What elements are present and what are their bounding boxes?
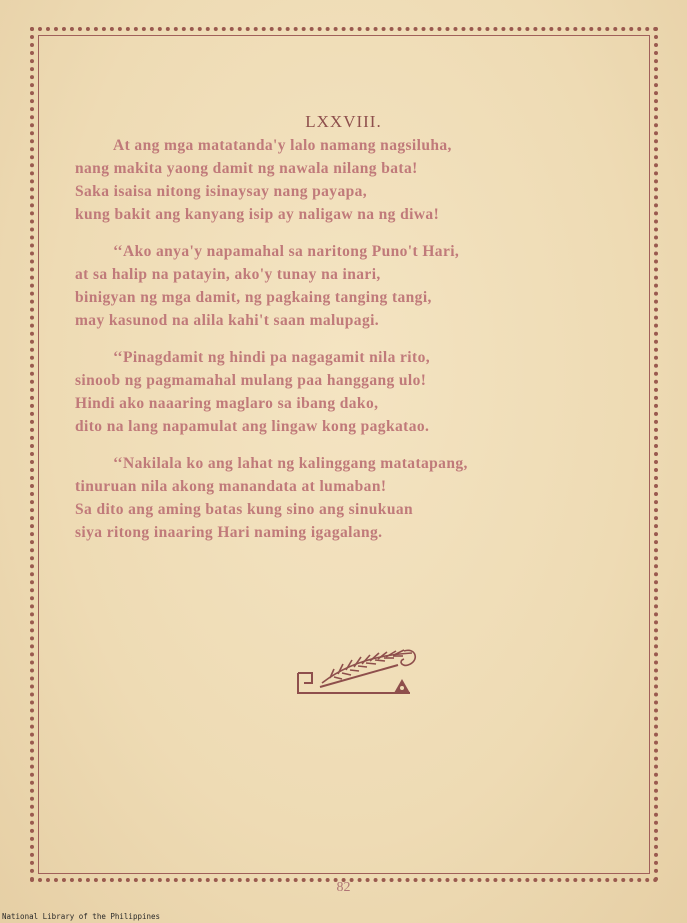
- poem-line: kung bakit ang kanyang isip ay naligaw na ng diwa!: [75, 206, 440, 223]
- poem-line: at sa halip na patayin, ako'y tunay na inari,: [75, 266, 381, 283]
- stanza: [75, 346, 575, 438]
- poem-line: tinuruan nila akong manandata at lumaban!: [75, 478, 387, 495]
- poem-line: ‘‘Pinagdamit ng hindi pa nagagamit nila rito,: [113, 349, 430, 366]
- printer-emblem-icon: [290, 643, 420, 699]
- poem-line: siya ritong inaaring Hari naming igagalang.: [75, 524, 383, 541]
- page-number: 82: [336, 880, 351, 895]
- stanza: [75, 240, 575, 332]
- library-watermark: National Library of the Philippines: [2, 912, 161, 921]
- stanza: [75, 452, 575, 544]
- poem-line: sinoob ng pagmamahal mulang paa hanggang ulo!: [75, 372, 427, 389]
- poem-line: Hindi ako naaaring maglaro sa ibang dako,: [75, 395, 379, 412]
- poem-line: dito na lang napamulat ang lingaw kong pagkatao.: [75, 418, 430, 435]
- poem-line: nang makita yaong damit ng nawala nilang bata!: [75, 160, 418, 177]
- poem-line: At ang mga matatanda'y lalo namang nagsiluha,: [113, 137, 452, 154]
- poem-line: ‘‘Nakilala ko ang lahat ng kalinggang matatapang,: [113, 455, 468, 472]
- stanza-number-heading: LXXVIII.: [305, 112, 382, 131]
- poem-line: binigyan ng mga damit, ng pagkaing tanging tangi,: [75, 289, 432, 306]
- poem-line: Sa dito ang aming batas kung sino ang sinukuan: [75, 501, 414, 518]
- poem-line: may kasunod na alila kahi't saan malupagi.: [75, 312, 380, 329]
- poem-body: [75, 134, 575, 558]
- poem-line: ‘‘Ako anya'y napamahal sa naritong Puno't Hari,: [113, 243, 460, 260]
- stanza: [75, 134, 575, 226]
- poem-line: Saka isaisa nitong isinaysay nang payapa,: [75, 183, 368, 200]
